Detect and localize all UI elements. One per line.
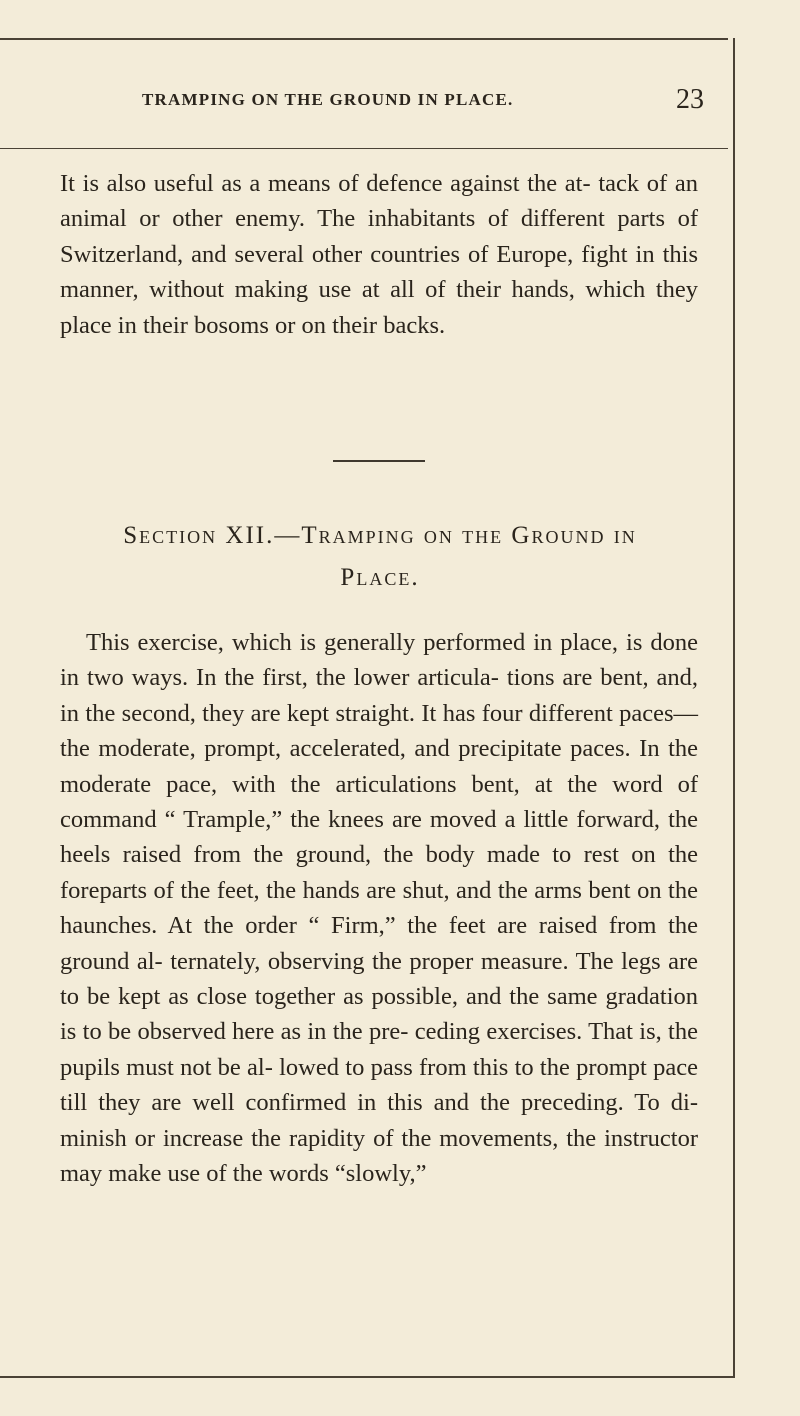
- paragraph: This exercise, which is generally performed in place, is done in two ways. In the first, the lower articula- tions are bent, and, in the second, they are kept straight. It has four different paces—the moderate, prompt, accelerated, and precipitate paces. In the moderate pace, with the articulations bent, at the word of command “ Trample,” the knees are moved a little forward, the heels raised from the ground, the body made to rest on the foreparts of the feet, the hands are shut, and the arms bent on the haunches. At the order “ Firm,” the feet are raised from the ground al- ternately, observing the proper measure. The legs are to be kept as close together as possible, and the same gradation is to be observed here as in the pre- ceding exercises. That is, the pupils must not be al- lowed to pass from this to the prompt pace till they are well confirmed in this and the preceding. To di- minish or increase the rapidity of the movements, the instructor may make use of the words “slowly,”: [60, 629, 698, 1188]
- page-header: [0, 84, 800, 120]
- section-heading-line1: Section XII.—Tramping on the Ground in: [123, 522, 637, 549]
- section-divider: [333, 460, 425, 462]
- right-border-line: [733, 38, 735, 1378]
- header-rule: [0, 148, 728, 149]
- running-head: TRAMPING ON THE GROUND IN PLACE.: [142, 90, 514, 109]
- paragraph: It is also useful as a means of defence against the at- tack of an animal or other enemy. The inhabitants of different parts of Switzerland, and several other countries of Europe, fight in this manner, without making use at all of their hands, which they place in their bosoms or on their backs.: [60, 170, 698, 339]
- section-heading-line2: Place.: [340, 564, 420, 591]
- page-number: 23: [676, 84, 704, 115]
- top-border-line: [0, 38, 728, 40]
- section-heading: [60, 515, 700, 599]
- bottom-border-line: [0, 1376, 735, 1378]
